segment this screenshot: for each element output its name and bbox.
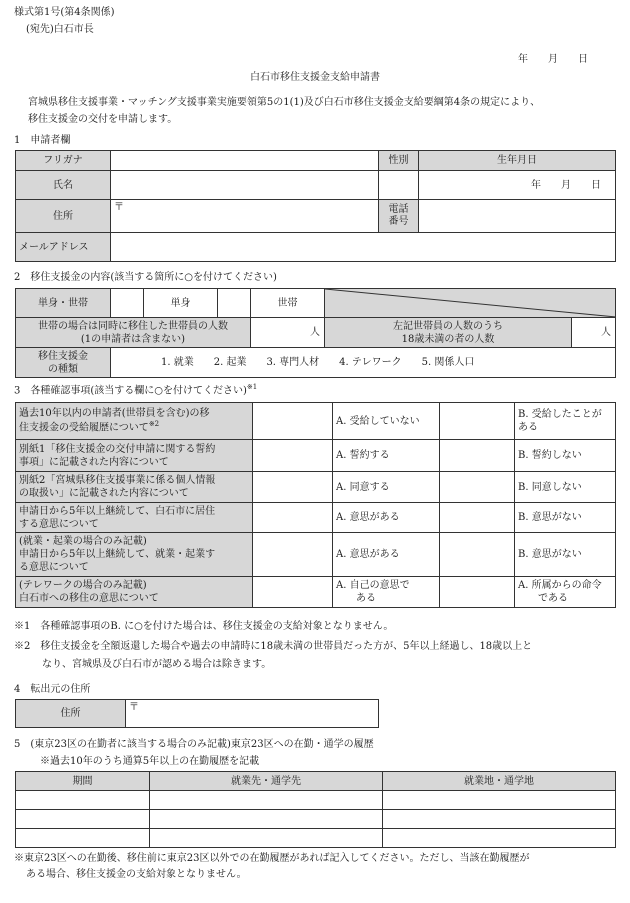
section3-heading: 3 各種確認事項(該当する欄に○を付けてください)$^{※1}$ bbox=[14, 383, 258, 397]
confirm-a-circle-3[interactable] bbox=[253, 472, 333, 503]
household-option: 世帯 bbox=[251, 289, 325, 318]
prior-address-label: 住所 bbox=[16, 700, 126, 728]
confirm-b-option-5: B. 意思がない bbox=[515, 533, 616, 577]
confirm-a-option-4: A. 意思がある bbox=[333, 503, 440, 533]
single-household-label: 単身・世帯 bbox=[16, 289, 111, 318]
section5-subnote: ※過去10年のうち通算5年以上の在勤履歴を記載 bbox=[40, 756, 260, 767]
confirmation-table bbox=[15, 402, 616, 608]
employer-cell[interactable] bbox=[150, 791, 383, 810]
confirm-b-circle-2[interactable] bbox=[440, 440, 515, 472]
confirm-b-circle-5[interactable] bbox=[440, 533, 515, 577]
period-cell[interactable] bbox=[16, 791, 150, 810]
confirm-a-option-5: A. 意思がある bbox=[333, 533, 440, 577]
phone-field[interactable] bbox=[419, 200, 616, 233]
employer-cell[interactable] bbox=[150, 829, 383, 848]
addressee: (宛先)白石市長 bbox=[26, 24, 94, 35]
confirm-a-option-1: A. 受給していない bbox=[333, 403, 440, 440]
applicant-table bbox=[15, 150, 616, 262]
location-cell[interactable] bbox=[383, 829, 616, 848]
name-field[interactable] bbox=[111, 171, 379, 200]
confirm-b-circle-4[interactable] bbox=[440, 503, 515, 533]
support-content-table bbox=[15, 288, 616, 378]
intro-line-1: 宮城県移住支援事業・マッチング支援事業実施要領第5の1(1)及び白石市移住支援金支給要綱第4条の規定により、 bbox=[28, 97, 541, 108]
note-2b: なり、宮城県及び白石市が認める場合は除きます。 bbox=[42, 659, 272, 670]
confirm-b-circle-3[interactable] bbox=[440, 472, 515, 503]
commute-history-table bbox=[15, 771, 616, 848]
intro-line-2: 移住支援金の交付を申請します。 bbox=[28, 114, 178, 125]
confirm-a-circle-4[interactable] bbox=[253, 503, 333, 533]
confirm-a-circle-1[interactable] bbox=[253, 403, 333, 440]
furigana-field[interactable] bbox=[111, 151, 379, 171]
section5-footer-2: ある場合、移住支援金の支給対象となりません。 bbox=[26, 869, 247, 880]
confirm-question-5: (就業・起業の場合のみ記載) 申請日から5年以上継続して、就業・起業す る意思について bbox=[16, 533, 253, 577]
under18-count-field[interactable] bbox=[572, 318, 616, 348]
confirm-question-6: (テレワークの場合のみ記載) 白石市への移住の意思について bbox=[16, 577, 253, 608]
single-circle-cell[interactable] bbox=[111, 289, 144, 318]
prior-address-field[interactable] bbox=[126, 700, 379, 728]
diagonal-cell bbox=[325, 289, 616, 318]
confirm-b-circle-6[interactable] bbox=[440, 577, 515, 608]
prior-postal-mark: 〒 bbox=[129, 702, 139, 713]
furigana-label: フリガナ bbox=[16, 151, 111, 171]
email-label: メールアドレス bbox=[16, 233, 111, 262]
confirm-b-circle-1[interactable] bbox=[440, 403, 515, 440]
note-1: ※1 各種確認事項のB. に○を付けた場合は、移住支援金の支給対象となりません。 bbox=[14, 621, 394, 632]
address-field[interactable] bbox=[111, 200, 379, 233]
form-number: 様式第1号(第4条関係) bbox=[14, 7, 115, 18]
person-unit: 人 bbox=[310, 327, 320, 338]
confirm-a-circle-5[interactable] bbox=[253, 533, 333, 577]
support-type-label: 移住支援金 の種類 bbox=[16, 348, 111, 378]
confirm-question-1: 過去10年以内の申請者(世帯員を含む)の移 住支援金の受給履歴について$^{※2}$ bbox=[16, 403, 253, 440]
section2-heading: 2 移住支援金の内容(該当する箇所に○を付けてください) bbox=[14, 272, 277, 283]
members-label: 世帯の場合は同時に移住した世帯員の人数 (1の申請者は含まない) bbox=[16, 318, 251, 348]
confirm-question-3: 別紙2「宮城県移住支援事業に係る個人情報 の取扱い」に記載された内容について bbox=[16, 472, 253, 503]
confirm-a-circle-2[interactable] bbox=[253, 440, 333, 472]
confirm-a-option-6: A. 自己の意思で ある bbox=[333, 577, 440, 608]
email-field[interactable] bbox=[111, 233, 616, 262]
gender-field[interactable] bbox=[379, 171, 419, 200]
confirm-b-option-3: B. 同意しない bbox=[515, 472, 616, 503]
confirm-question-2: 別紙1「移住支援金の交付申請に関する誓約 事項」に記載された内容について bbox=[16, 440, 253, 472]
confirm-a-circle-6[interactable] bbox=[253, 577, 333, 608]
confirm-question-4: 申請日から5年以上継続して、白石市に居住 する意思について bbox=[16, 503, 253, 533]
period-header: 期間 bbox=[16, 772, 150, 791]
support-type-options[interactable]: 1. 就業 2. 起業 3. 専門人材 4. テレワーク 5. 関係人口 bbox=[111, 348, 616, 378]
location-cell[interactable] bbox=[383, 810, 616, 829]
single-option: 単身 bbox=[144, 289, 218, 318]
household-circle-cell[interactable] bbox=[218, 289, 251, 318]
employer-header: 就業先・通学先 bbox=[150, 772, 383, 791]
phone-label: 電話 番号 bbox=[379, 200, 419, 233]
location-header: 就業地・通学地 bbox=[383, 772, 616, 791]
person-unit-2: 人 bbox=[601, 327, 612, 338]
members-count-field[interactable] bbox=[251, 318, 325, 348]
confirm-b-option-6: A. 所属からの命令 である bbox=[515, 577, 616, 608]
page-title: 白石市移住支援金支給申請書 bbox=[250, 72, 380, 83]
location-cell[interactable] bbox=[383, 791, 616, 810]
name-label: 氏名 bbox=[16, 171, 111, 200]
confirm-a-option-2: A. 誓約する bbox=[333, 440, 440, 472]
section1-heading: 1 申請者欄 bbox=[14, 135, 71, 146]
postal-mark: 〒 bbox=[114, 202, 124, 213]
gender-label: 性別 bbox=[379, 151, 419, 171]
confirm-b-option-4: B. 意思がない bbox=[515, 503, 616, 533]
diagonal-line bbox=[325, 289, 616, 317]
prior-address-table bbox=[15, 699, 379, 728]
birthdate-field[interactable] bbox=[419, 171, 616, 200]
employer-cell[interactable] bbox=[150, 810, 383, 829]
section5-heading: 5 (東京23区の在勤者に該当する場合のみ記載)東京23区への在勤・通学の履歴 bbox=[14, 739, 374, 750]
period-cell[interactable] bbox=[16, 829, 150, 848]
date-line: 年 月 日 bbox=[518, 54, 588, 65]
birthdate-label: 生年月日 bbox=[419, 151, 616, 171]
confirm-b-option-1: B. 受給したことが ある bbox=[515, 403, 616, 440]
under18-label: 左記世帯員の人数のうち 18歳未満の者の人数 bbox=[325, 318, 572, 348]
confirm-a-option-3: A. 同意する bbox=[333, 472, 440, 503]
confirm-b-option-2: B. 誓約しない bbox=[515, 440, 616, 472]
section5-footer-1: ※東京23区への在勤後、移住前に東京23区以外での在勤履歴があれば記入してください。ただし、当該在勤履歴が bbox=[14, 853, 530, 864]
birthdate-format: 年 月 日 bbox=[531, 179, 601, 191]
address-label: 住所 bbox=[16, 200, 111, 233]
section4-heading: 4 転出元の住所 bbox=[14, 684, 91, 695]
period-cell[interactable] bbox=[16, 810, 150, 829]
note-2a: ※2 移住支援金を全額返還した場合や過去の申請時に18歳未満の世帯員だった方が、5年以上経過し、18歳以上と bbox=[14, 641, 533, 652]
